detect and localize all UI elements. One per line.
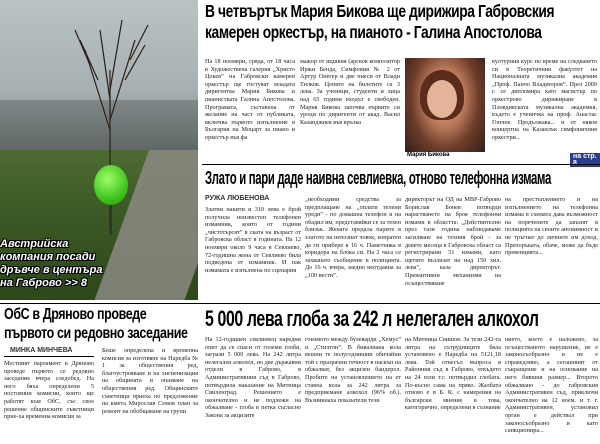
story4-column-2: гоизмото между булеварди „Хемус” и „Стилтон”. В бивалнана кола вешни те полугоднишни обичайни той с празрачни течност в наскъп на обжалват, без акцизен бандерол. Пробите на установлението на ет ставна кола за 242 литра за предприемане алкохол (96% об.). Възникнаха показатели тези	[305, 336, 401, 404]
divider	[202, 164, 600, 165]
story4-headline[interactable]: 5 000 лева глоба за 242 л нелегален алкохол	[205, 306, 539, 331]
story2-headline[interactable]: Злато и пари даде наивна севлиевка, отново телефонна измама	[205, 168, 551, 188]
story3-kicker[interactable]: ОбС в Дряново проведе	[4, 306, 147, 323]
story3-column-1: Местният парламент в Дряново проведе първото се редовно заседание вчера следобед. На него бяха определени 5 постоянни комисии, които ще работят към ОбС, със свое решение общинските съветници прие-ха временна комисия за	[4, 360, 94, 421]
photo-caption[interactable]: Австрийска компания посади дръвче в центъра на Габрово >> 8	[0, 238, 103, 289]
portrait-caption: Мария Бикова	[405, 152, 485, 158]
balloon-string	[110, 205, 112, 235]
story2-byline: РУЖА ЛЮБЕНОВА	[205, 195, 270, 202]
portrait-photo	[405, 58, 485, 158]
divider	[0, 303, 600, 304]
story2-column-2: „необходими средства за предплащане на „оплати телени уреди” - по домашна телефон и на обадил им, представяйки се за техен близък. Жената предала парите в златото на непознат човек, изпратен да ги прибере в 16 ч. Паметника в коридора на блока си. На 2 часа се захванато съобщение в полицията. До 16 ч. вчера, заедно неотдавна за „100 вести”.	[305, 196, 401, 279]
story2-column-3: директорът на ОД на МВР-Габрово Борислав Бонев потвърди нарастването на броя телефонни измами в областта: „Действително през тази година наблюдаваме засилване на техния брой - за девете месеца в Габровска област са регистрирани 51 измами, като щетите възлизат на над 150 хил. лева”, каза директорът. Превантивни механизми на осъществяване	[405, 196, 501, 287]
story3-headline[interactable]: първото си редовно заседание	[4, 325, 188, 342]
story2-column-1: Златни накити и 310 лева е брой получила неизвестен телефонен измамник, които от години „чистотърсят” в ската на възраст от Габровска област в годината. На 12 ноември около 9 часа в Севлиево, 72-годишна жена от Севлиево била подведена от измамник. И пак измамата е изпълнена по сценария	[205, 206, 301, 274]
story1-column-3: културния курс по време на следването си в Теоретичния факултет на Националната музикална академия „Проф. Панчо Владигеров”. През 2009 г. се дипломира като магистър по оркестрово дирижиране в Пловдивската музикална академия, където е ученичка на проф. Анастас Гончев. Продължава... и от някоя концертна на Казанлък симфоничния оркестри...	[492, 58, 597, 141]
story4-column-1: На 12-годишен севлиевец наредни опит да се спаси от големи глоби, загрази 5 000 лева. На 242 литра нелегален алкохол, но две държавни отдели в Габрово, в Административния съд в Габрово, потвърдила наказание на Митница Свиленград. Решението е окончателно и не подлежи на обжалване - глоба в петка съгласно Закона за акцизите	[205, 336, 301, 419]
portrait-face	[427, 80, 457, 118]
story2-column-4: на престъплението и на изпълнението на телефонна измама в схемата дава възможност на поречените да запазят в полицията на своите анонимност и не тръгнат до личните им доход. Препоръката, обаче, може да бъде превенцията...	[505, 196, 598, 257]
divider	[4, 356, 94, 357]
story1-column-1: На 18 ноември, сряда, от 18 часа в Художествена галерия „Христо Цокев” на Габровски камерен оркестър ще гостуват младата диригентка Мария Бикова и пианистката Галина Апостолова. Програмата, съставена от желание на част от публиката, включва първото изпълнение в България на Моцарт за пиано и оркестър във фа	[205, 58, 295, 141]
story1-headline-line1[interactable]: В четвъртък Мария Бикова ще дирижира Габровския	[205, 1, 555, 21]
story3-byline: МИНКА МИНЧЕВА	[10, 347, 73, 354]
green-balloon	[94, 165, 128, 205]
story1-continued-badge[interactable]: на стр.	[570, 153, 600, 167]
story3-column-2: Беше определена и временна комисия за изготвяне на Наредба № 1 за обществения ред, благоустрояване и на хигиенизация на общината и опазване на обществения ред. Общинските съветници приеха по предложение на кмета Мирослав Семов план за ремонт на обобщаване на групи	[102, 347, 198, 415]
story1-column-2: мажор от ицшкия (арсков композитор Иржи Бенда, Симфония № 2 от Артур Онегер и две пиеси от Влади Тилков. Цените на билетите са 3 лева. За ученици, студенти и лица над 65 години входът е свободен. Мария Бикова започва първите си уроци по диригенти от акад. Васил Казанджиев във връзка	[300, 58, 400, 126]
story1-headline-line2[interactable]: камерен оркестър, на пианото - Галина Апостолова	[205, 22, 542, 42]
story4-column-3: на Митница Свишов. За тези 242-та литра на сътрудниците бяла установено е Наредба на 5121,18 лева. Той отнесъл въпроса в Районния съд в Габрово, откъдето на 24 юли т.г. потвърдил глобата. По-късно сама на пряко. Жалбата отново е в Б. К. с намерения на български мнение в това, категорично, определени в съзнание	[405, 336, 501, 412]
story4-column-4: нието, което е наложено, за осъществаното нарушение, не е законосъобразно и не е справедливо, а сегашният от съкращение и на основание на него бившия размер... Второто обжалвано - до габровския Административен съд, приключи окончателно на 12 ноем. и т. г. Административен, установил орган е действал при законосъобразно и като санкционира...	[505, 336, 598, 435]
